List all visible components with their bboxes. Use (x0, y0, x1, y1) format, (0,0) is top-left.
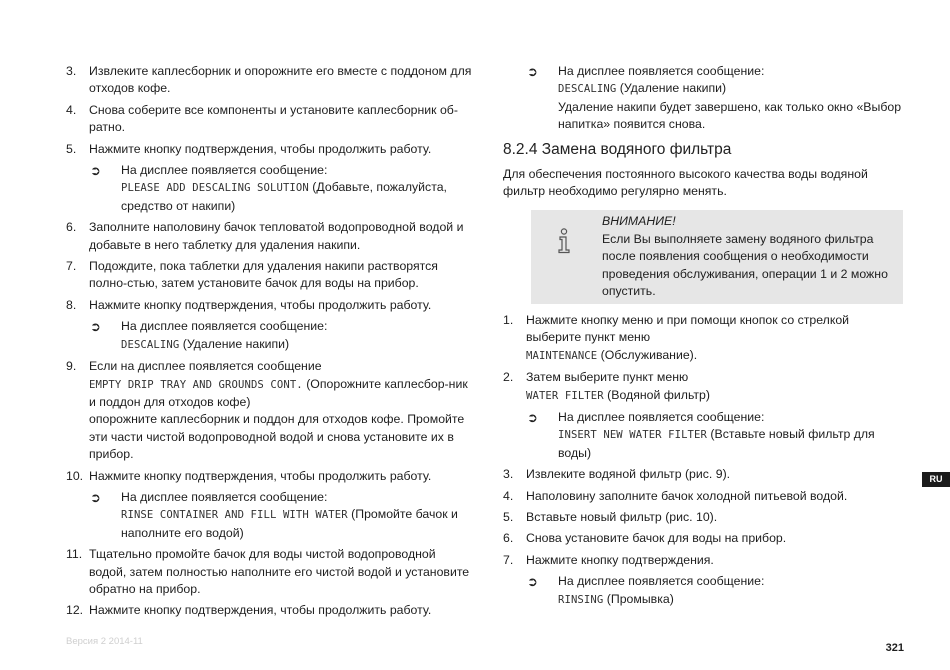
step-5: 5. Нажмите кнопку подтверждения, чтобы продолжить работу. (66, 141, 432, 156)
result-arrow-icon: ➲ (90, 489, 101, 505)
display-message: PLEASE ADD DESCALING SOLUTION (121, 182, 309, 195)
menu-item-name: WATER FILTER (526, 389, 604, 402)
display-message: EMPTY DRIP TRAY AND GROUNDS CONT. (89, 378, 303, 391)
step-12: 12. Нажмите кнопку подтверждения, чтобы продолжить работу. (66, 603, 432, 618)
step-6: 6. Заполните наполовину бачок тепловатой водопроводной водой и добавьте в него таблетку для удаления накипи. (66, 220, 464, 252)
step-11: 11. Тщательно промойте бачок для воды чистой водопроводной водой, затем полностью наполните его чистой водой и установите обратно на прибор. (66, 547, 470, 596)
right-column (503, 63, 907, 613)
step-7r: 7. Нажмите кнопку подтверждения. (503, 552, 714, 567)
step-8: 8. Нажмите кнопку подтверждения, чтобы продолжить работу. (66, 297, 432, 312)
page-number: 321 (885, 642, 904, 654)
step-6r: 6. Снова установите бачок для воды на прибор. (503, 531, 787, 546)
step-2: 2. Затем выберите пункт меню WATER FILTER (Водяной фильтр) (503, 370, 710, 402)
step-1: 1. Нажмите кнопку меню и при помощи кнопок со стрелкой выберите пункт меню MAINTENANCE (Обслуживание). (503, 312, 850, 362)
section-intro: Для обеспечения постоянного высокого качества воды водяной фильтр необходимо регулярно менять. (503, 166, 868, 199)
display-message: INSERT NEW WATER FILTER (558, 429, 707, 442)
display-message: RINSING (558, 593, 604, 606)
step-3: 3. Извлеките каплесборник и опорожните его вместе с поддоном для отходов кофе. (66, 64, 472, 96)
section-heading: 8.2.4 Замена водяного фильтра (503, 140, 732, 158)
info-icon (555, 228, 573, 260)
language-tab: RU (922, 472, 950, 487)
step-4: 4. Снова соберите все компоненты и установите каплесборник об-ратно. (66, 102, 458, 135)
result-arrow-icon: ➲ (90, 319, 101, 335)
step-3r: 3. Извлеките водяной фильтр (рис. 9). (503, 467, 731, 482)
attention-note (531, 210, 903, 304)
result-arrow-icon: ➲ (527, 64, 538, 79)
result-arrow-icon: ➲ (527, 574, 538, 590)
result-arrow-icon: ➲ (90, 163, 101, 179)
left-column (66, 63, 472, 624)
display-message: DESCALING (121, 338, 180, 351)
step-7: 7. Подождите, пока таблетки для удаления накипи растворятся полно-стью, затем установите бачок для воды на прибор. (66, 259, 438, 291)
display-message: DESCALING (558, 83, 617, 96)
result-0: ➲ На дисплее появляется сообщение: DESCALING (Удаление накипи) Удаление накипи будет завершено, как только окно «Выбор напитка» появится снова. (527, 64, 902, 132)
step-4r: 4. Наполовину заполните бачок холодной питьевой водой. (503, 488, 848, 503)
note-text: Если Вы выполняете замену водяного фильтра после появления сообщения о необходимости проведения обслуживания, операции 1 и 2 можно опустить. (602, 231, 888, 299)
result-filter: ➲ На дисплее появляется сообщение: INSERT NEW WATER FILTER (Вставьте новый фильтр для воды) (527, 409, 875, 460)
menu-item-name: MAINTENANCE (526, 349, 598, 362)
result-arrow-icon: ➲ (527, 409, 538, 425)
result-rinsing: ➲ На дисплее появляется сообщение: RINSING (Промывка) (527, 574, 765, 606)
step-5r: 5. Вставьте новый фильтр (рис. 10). (503, 510, 718, 524)
result-3: ➲ На дисплее появляется сообщение: RINSE CONTAINER AND FILL WITH WATER (Промойте бачок и наполните его водой) (90, 489, 458, 540)
step-9: 9. Если на дисплее появляется сообщение EMPTY DRIP TRAY AND GROUNDS CONT. (Опорожните каплесбор-ник и поддон для отходов кофе) опорожните каплесборник и поддон для отходов кофе. Промойте эти части чистой водопроводной водой и снова установите их в прибор. (66, 359, 468, 462)
result-1: ➲ На дисплее появляется сообщение: PLEASE ADD DESCALING SOLUTION (Добавьте, пожалуйста, средство от накипи) (90, 163, 447, 213)
note-title: ВНИМАНИЕ! (602, 214, 676, 229)
display-message: RINSE CONTAINER AND FILL WITH WATER (121, 509, 348, 522)
step-10: 10. Нажмите кнопку подтверждения, чтобы продолжить работу. (66, 468, 432, 483)
footer-version: Версия 2 2014-11 (66, 636, 143, 647)
result-2: ➲ На дисплее появляется сообщение: DESCALING (Удаление накипи) (90, 319, 328, 351)
